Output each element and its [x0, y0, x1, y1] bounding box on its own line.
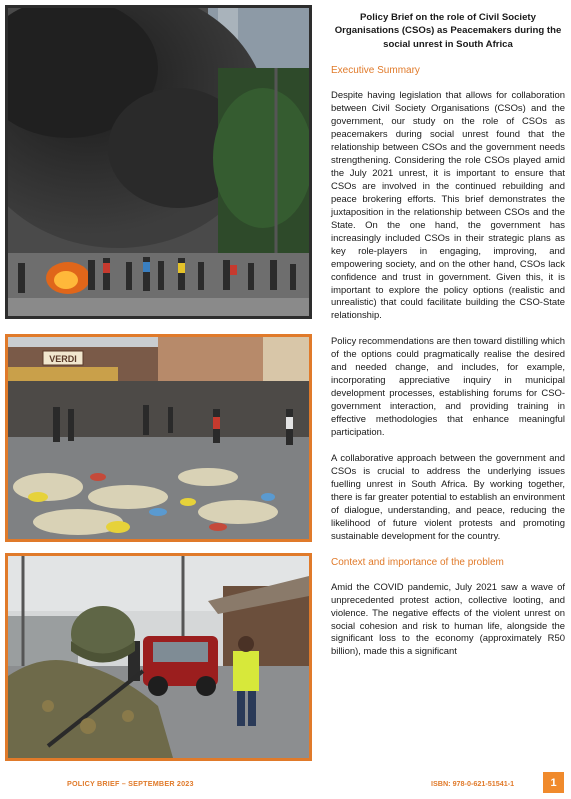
summary-paragraph-3: A collaborative approach between the government and CSOs is crucial to address the underlying issues fuelling unrest in South Africa. By working together, there is far greater potential to establish an environment of dialogue, understanding, and peace, reducing the likelihood of future violent protests and promoting sustainable development for the country. — [331, 453, 565, 542]
summary-paragraph-2: Policy recommendations are then toward distilling which of the options could pragmatically realise the desired and needed change, and includes, for example, incorporating appreciative inquiry in municipal development processes, establishing forums for CSO-government interaction, and providing training in effective methodologies that enhance meaningful participation. — [331, 336, 565, 439]
soldier-police-street-photo — [5, 553, 312, 761]
burning-street-photo — [5, 5, 312, 319]
document-title: Policy Brief on the role of Civil Society Organisations (CSOs) as Peacemakers during the social unrest in South Africa — [334, 12, 562, 50]
page-number-badge: 1 — [543, 772, 564, 793]
footer-isbn: ISBN: 978-0-621-51541-1 — [431, 779, 515, 788]
summary-paragraph-1: Despite having legislation that allows for collaboration between Civil Society Organisations (CSOs) and the government, our study on the role of CSOs as peacemakers during social unrest found that the relationship between CSOs and the government needs strengthening. Considering the role CSOs played amid the July 2021 unrest, it is important to ensure that CSOs are involved in the continued rebuilding and peace brokering efforts. This brief demonstrates the juxtaposition in the relationship between CSOs and the State. On the one hand, the government has increasingly included CSOs in their strategic plans as key role-players in engaging, improving, and empowering society, and on the other hand, CSOs lack confidence and trust in government. Given this, it is important to explore the policy options (realistic and unrealistic) that could facilitate building the CSO-State relationship. — [331, 90, 565, 322]
text-column — [331, 8, 565, 672]
shop-sign-text: VERDI — [49, 354, 77, 364]
context-heading: Context and importance of the problem — [331, 556, 504, 568]
looted-street-photo — [5, 334, 312, 542]
context-paragraph-1: Amid the COVID pandemic, July 2021 saw a wave of unprecedented protest action, collective looting, and violence. The negative effects of the violent unrest on social cohesion and risk to human life, alongside the significant loss to the economy (approximately R50 billion), made this a significant — [331, 581, 565, 658]
footer-brief-date: POLICY BRIEF – SEPTEMBER 2023 — [67, 779, 194, 788]
executive-summary-heading: Executive Summary — [331, 65, 420, 77]
